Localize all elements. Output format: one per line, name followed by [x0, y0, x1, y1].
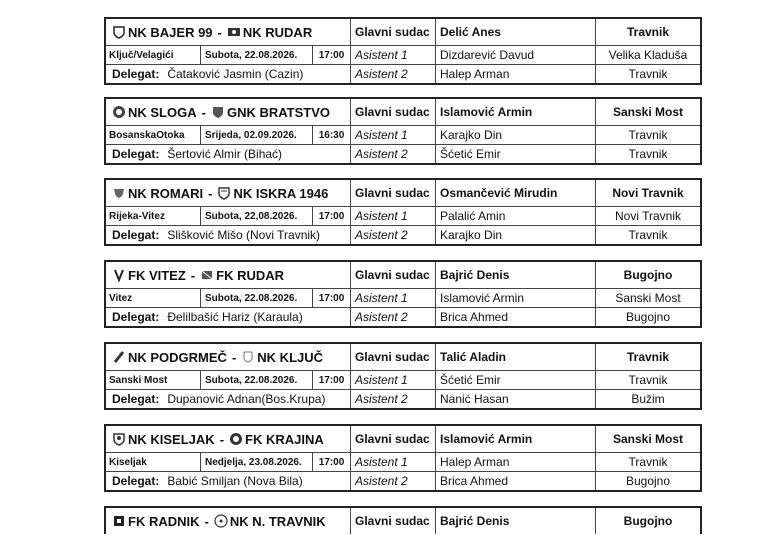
crest-icon	[112, 105, 126, 119]
official-city: Travnik	[595, 453, 700, 471]
match-block	[104, 424, 702, 492]
crest-icon	[200, 268, 214, 282]
official-name: Šćetić Emir	[435, 371, 595, 389]
official-role: Glavni sudac	[350, 344, 435, 370]
delegate-label: Delegat:	[112, 474, 160, 488]
official-city: Travnik	[595, 65, 700, 83]
official-name: Osmančević Mirudin	[435, 180, 595, 206]
official-role: Asistent 1	[350, 289, 435, 307]
crest-icon	[227, 25, 241, 39]
official-name: Karajko Din	[435, 226, 595, 244]
match-delegate-row	[106, 471, 700, 490]
official-city: Travnik	[595, 19, 700, 45]
delegate-label: Delegat:	[112, 228, 160, 242]
crest-icon	[112, 350, 126, 364]
match-header-row	[106, 99, 700, 125]
official-role: Glavni sudac	[350, 508, 435, 534]
match-info-row	[106, 288, 700, 307]
match-date: Subota, 22.08.2026.	[200, 371, 312, 389]
home-team: NK SLOGA	[128, 104, 197, 120]
crest-icon	[112, 186, 126, 200]
away-team: NK N. TRAVNIK	[229, 513, 326, 529]
official-city: Travnik	[595, 226, 700, 244]
crest-icon	[112, 514, 126, 528]
official-city: Sanski Most	[595, 426, 700, 452]
official-name: Brica Ahmed	[435, 472, 595, 490]
official-role: Asistent 1	[350, 46, 435, 64]
official-name: Halep Arman	[435, 453, 595, 471]
match-teams: FK RADNIK - NK N. TRAVNIK	[106, 508, 350, 534]
match-delegate	[106, 65, 350, 83]
official-role: Glavni sudac	[350, 99, 435, 125]
crest-icon	[112, 268, 126, 282]
official-city: Bužim	[595, 390, 700, 408]
official-name: Talić Aladin	[435, 344, 595, 370]
official-role: Glavni sudac	[350, 426, 435, 452]
match-delegate-row	[106, 307, 700, 326]
official-role: Glavni sudac	[350, 180, 435, 206]
match-time: 17:00	[312, 453, 350, 471]
home-team: FK RADNIK	[128, 513, 200, 529]
official-role: Asistent 1	[350, 371, 435, 389]
match-header-row	[106, 426, 700, 452]
official-name: Karajko Din	[435, 126, 595, 144]
official-city: Bugojno	[595, 472, 700, 490]
match-block	[104, 260, 702, 328]
match-header-row	[106, 344, 700, 370]
official-name: Bajrić Denis	[435, 262, 595, 288]
crest-icon	[229, 432, 243, 446]
away-team: NK RUDAR	[242, 24, 313, 40]
match-info-row	[106, 452, 700, 471]
match-block	[104, 342, 702, 410]
match-time: 17:00	[312, 46, 350, 64]
official-city: Sanski Most	[595, 289, 700, 307]
official-role: Asistent 2	[350, 226, 435, 244]
match-teams: NK KISELJAK - FK KRAJINA	[106, 426, 350, 452]
match-delegate-row	[106, 389, 700, 408]
match-teams: NK BAJER 99 - NK RUDAR	[106, 19, 350, 45]
official-name: Palalić Amin	[435, 207, 595, 225]
away-team: NK ISKRA 1946	[233, 185, 329, 201]
match-date: Subota, 22.08.2026.	[200, 289, 312, 307]
official-city: Travnik	[595, 344, 700, 370]
official-city: Sanski Most	[595, 99, 700, 125]
match-delegate-row	[106, 144, 700, 163]
official-city: Travnik	[595, 126, 700, 144]
delegate-label: Delegat:	[112, 67, 160, 81]
official-city: Bugojno	[595, 262, 700, 288]
away-team: NK KLJUČ	[257, 349, 324, 365]
official-city: Velika Kladuša	[595, 46, 700, 64]
match-date: Srijeda, 02.09.2026.	[200, 126, 312, 144]
home-team: NK BAJER 99	[128, 24, 213, 40]
match-time: 17:00	[312, 207, 350, 225]
match-time: 17:00	[312, 289, 350, 307]
match-venue: Kiseljak	[109, 456, 147, 468]
match-info-row	[106, 206, 700, 225]
match-block	[104, 97, 702, 165]
official-role: Asistent 1	[350, 207, 435, 225]
official-role: Asistent 1	[350, 453, 435, 471]
match-info-row	[106, 125, 700, 144]
delegate-name: Slišković Mišo (Novi Travnik)	[167, 228, 321, 242]
match-venue: BosanskaOtoka	[109, 129, 185, 141]
official-city: Travnik	[595, 371, 700, 389]
official-name: Islamović Armin	[435, 426, 595, 452]
away-team: FK RUDAR	[216, 267, 285, 283]
official-role: Glavni sudac	[350, 262, 435, 288]
match-date: Nedjelja, 23.08.2026.	[200, 453, 312, 471]
away-team: FK KRAJINA	[245, 431, 324, 447]
official-name: Nanić Hasan	[435, 390, 595, 408]
delegate-name: Čataković Jasmin (Cazin)	[167, 67, 304, 81]
official-name: Dizdarević Davud	[435, 46, 595, 64]
home-team: NK KISELJAK	[128, 431, 215, 447]
match-venue: Rijeka-Vitez	[109, 210, 165, 222]
official-name: Šćetić Emir	[435, 145, 595, 163]
official-role: Asistent 2	[350, 308, 435, 326]
match-delegate	[106, 308, 350, 326]
home-team: NK ROMARI	[128, 185, 204, 201]
official-role: Asistent 2	[350, 472, 435, 490]
match-teams: NK ROMARI - NK ISKRA 1946	[106, 180, 350, 206]
official-name: Islamović Armin	[435, 289, 595, 307]
match-delegate	[106, 226, 350, 244]
match-venue: Ključ/Velagići	[109, 49, 174, 61]
official-name: Brica Ahmed	[435, 308, 595, 326]
match-header-row	[106, 262, 700, 288]
crest-icon	[241, 350, 255, 364]
match-teams: FK VITEZ - FK RUDAR	[106, 262, 350, 288]
official-name: Delić Anes	[435, 19, 595, 45]
match-header-row	[106, 508, 700, 534]
match-header-row	[106, 19, 700, 45]
official-role: Glavni sudac	[350, 19, 435, 45]
match-delegate	[106, 145, 350, 163]
match-teams: NK PODGRMEČ - NK KLJUČ	[106, 344, 350, 370]
match-delegate-row	[106, 225, 700, 244]
crest-icon	[112, 25, 126, 39]
home-team: FK VITEZ	[128, 267, 186, 283]
official-city: Novi Travnik	[595, 207, 700, 225]
match-header-row	[106, 180, 700, 206]
official-role: Asistent 1	[350, 126, 435, 144]
away-team: GNK BRATSTVO	[226, 104, 331, 120]
official-name: Bajrić Denis	[435, 508, 595, 534]
match-block	[104, 178, 702, 246]
delegate-name: Šertović Almir (Bihać)	[167, 147, 283, 161]
official-name: Halep Arman	[435, 65, 595, 83]
match-delegate-row	[106, 64, 700, 83]
match-block	[104, 17, 702, 85]
official-role: Asistent 2	[350, 145, 435, 163]
delegate-name: Dupanović Adnan(Bos.Krupa)	[167, 392, 326, 406]
match-delegate	[106, 472, 350, 490]
match-time: 16:30	[312, 126, 350, 144]
delegate-name: Đelilbašić Hariz (Karaula)	[167, 310, 303, 324]
match-block	[104, 506, 702, 534]
delegate-label: Delegat:	[112, 310, 160, 324]
crest-icon	[214, 514, 228, 528]
match-info-row	[106, 370, 700, 389]
official-city: Bugojno	[595, 508, 700, 534]
match-delegate	[106, 390, 350, 408]
match-venue: Vitez	[109, 292, 133, 304]
official-role: Asistent 2	[350, 390, 435, 408]
match-info-row	[106, 45, 700, 64]
official-city: Novi Travnik	[595, 180, 700, 206]
delegate-name: Babić Smiljan (Nova Bila)	[167, 474, 303, 488]
match-venue: Sanski Most	[109, 374, 168, 386]
crest-icon	[211, 105, 225, 119]
delegate-label: Delegat:	[112, 392, 160, 406]
match-time: 17:00	[312, 371, 350, 389]
match-date: Subota, 22.08.2026.	[200, 46, 312, 64]
match-date: Subota, 22,08.2026.	[200, 207, 312, 225]
crest-icon	[112, 432, 126, 446]
match-teams: NK SLOGA - GNK BRATSTVO	[106, 99, 350, 125]
official-city: Bugojno	[595, 308, 700, 326]
official-name: Islamović Armin	[435, 99, 595, 125]
delegate-label: Delegat:	[112, 147, 160, 161]
official-role: Asistent 2	[350, 65, 435, 83]
home-team: NK PODGRMEČ	[128, 349, 227, 365]
crest-icon	[217, 186, 231, 200]
official-city: Travnik	[595, 145, 700, 163]
